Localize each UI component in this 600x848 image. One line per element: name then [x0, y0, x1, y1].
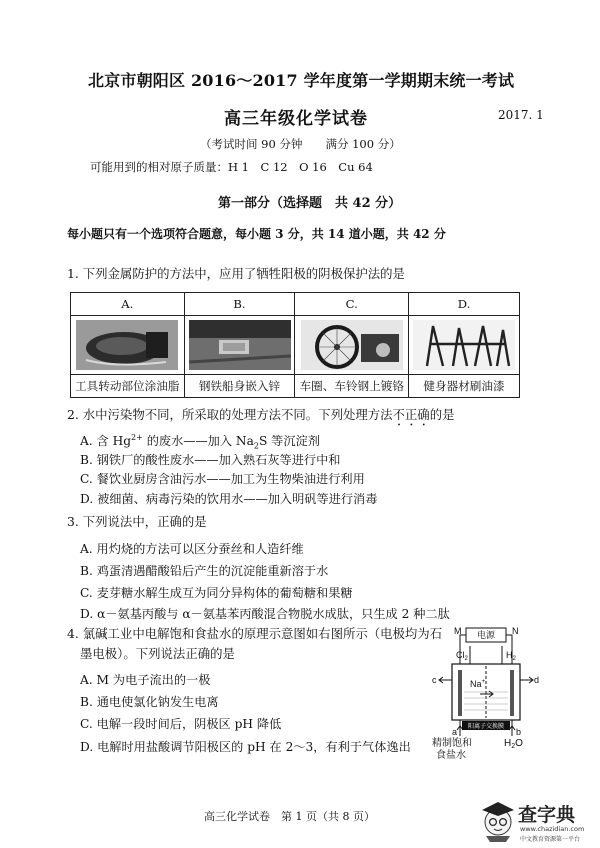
q1-header-b: B.: [184, 293, 295, 316]
q3-stem: 3. 下列说法中，正确的是: [67, 514, 207, 529]
q4-option-d: D. 电解时用盐酸调节阳极区的 pH 在 2～3，有利于气体逸出: [80, 740, 411, 754]
q1-options-table: [70, 292, 520, 398]
logo-url: www.chazidian.com: [520, 825, 585, 833]
q1-caption-b: 钢铁船身嵌入锌: [184, 375, 295, 398]
q3-option-d: D. α－氨基丙酸与 α－氨基苯丙酸混合物脱水成肽，只生成 2 种二肽: [80, 607, 450, 621]
q4-stem-line2: 墨电极）。下列说法正确的是: [80, 646, 235, 661]
section-instruction: 每小题只有一个选项符合题意，每小题 3 分，共 14 道小题，共 42 分: [67, 227, 446, 241]
electrolysis-diagram: [430, 622, 540, 772]
q1-header-d: D.: [409, 293, 520, 316]
q4-option-a: A. M 为电子流出的一极: [80, 673, 211, 687]
logo-tagline: 中文教育资源第一平台: [520, 836, 581, 843]
anode-electrode: [458, 670, 462, 716]
na-ion-label: Na+: [470, 679, 486, 689]
logo-name: 查字典: [518, 804, 576, 826]
q2-option-c: C. 餐饮业厨房含油污水——加工为生物柴油进行利用: [80, 472, 365, 486]
q3-option-c: C. 麦芽糖水解生成互为同分异构体的葡萄糖和果糖: [80, 586, 353, 600]
outlet-c-label: c: [432, 675, 437, 685]
inlet-a-label: a: [452, 727, 458, 737]
atomic-masses: 可能用到的相对原子质量：H 1 C 12 O 16 Cu 64: [90, 160, 373, 174]
h2-label: $H_2$: [506, 650, 516, 662]
q1-caption-a: 工具转动部位涂油脂: [71, 375, 185, 398]
water-label: $H_2O$: [504, 738, 523, 750]
q1-header-c: C.: [295, 293, 409, 316]
outlet-d-label: d: [534, 675, 540, 685]
power-label: 电源: [476, 630, 496, 640]
q2-option-b: B. 钢铁厂的酸性废水——加入熟石灰等进行中和: [80, 453, 341, 467]
exam-title: 北京市朝阳区 2016～2017 学年度第一学期期末统一考试: [88, 71, 515, 90]
q3-option-a: A. 用灼烧的方法可以区分蚕丝和人造纤维: [80, 542, 304, 556]
bicycle-photo: [301, 320, 403, 370]
exam-subtitle: 高三年级化学试卷: [224, 109, 368, 129]
cl2-label: $Cl_2$: [456, 650, 468, 662]
ship-zinc-photo: [189, 320, 291, 370]
gym-equipment-photo: [413, 320, 515, 370]
terminal-n-label: N: [512, 626, 519, 636]
q2-option-a: A. 含 $Hg^{2+}$ 的废水——加入 $Na_2S$ 等沉淀剂: [80, 432, 320, 451]
q4-stem-line1: 4. 氯碱工业中电解饱和食盐水的原理示意图如右图所示（电极均为石: [67, 626, 443, 641]
q3-option-b: B. 鸡蛋清遇醋酸铅后产生的沉淀能重新溶于水: [80, 564, 329, 578]
section-title: 第一部分（选择题 共 42 分）: [218, 196, 402, 211]
membrane-label: 阳离子交换膜: [467, 724, 505, 730]
brine-label-2: 食盐水: [436, 750, 466, 761]
q1-stem: 1. 下列金属防护的方法中，应用了牺牲阳极的阴极保护法的是: [67, 266, 405, 281]
q1-caption-d: 健身器材刷油漆: [409, 375, 520, 398]
q1-header-a: A.: [71, 293, 185, 316]
q2-option-d: D. 被细菌、病毒污染的饮用水——加入明矾等进行消毒: [80, 492, 378, 506]
tool-oiling-photo: [76, 320, 178, 370]
brine-label-1: 精制饱和: [432, 738, 472, 749]
q1-caption-c: 车圈、车铃钢上镀铬: [295, 375, 409, 398]
chazidian-logo: [476, 796, 594, 844]
inlet-b-label: b: [516, 727, 522, 737]
page-footer: 高三化学试卷 第 1 页（共 8 页）: [204, 810, 375, 823]
cathode-electrode: [510, 670, 514, 716]
exam-time-score: （考试时间 90 分钟 满分 100 分）: [200, 137, 401, 151]
q2-stem: 2. 水中污染物不同，所采取的处理方法不同。下列处理方法不正确的是: [67, 407, 455, 422]
exam-date: 2017. 1: [498, 108, 544, 122]
q4-option-b: B. 通电使氯化钠发生电离: [80, 695, 219, 709]
q4-option-c: C. 电解一段时间后，阴极区 pH 降低: [80, 717, 282, 731]
terminal-m-label: M: [454, 626, 462, 636]
q2-emphasis: 不正确: [392, 407, 430, 422]
